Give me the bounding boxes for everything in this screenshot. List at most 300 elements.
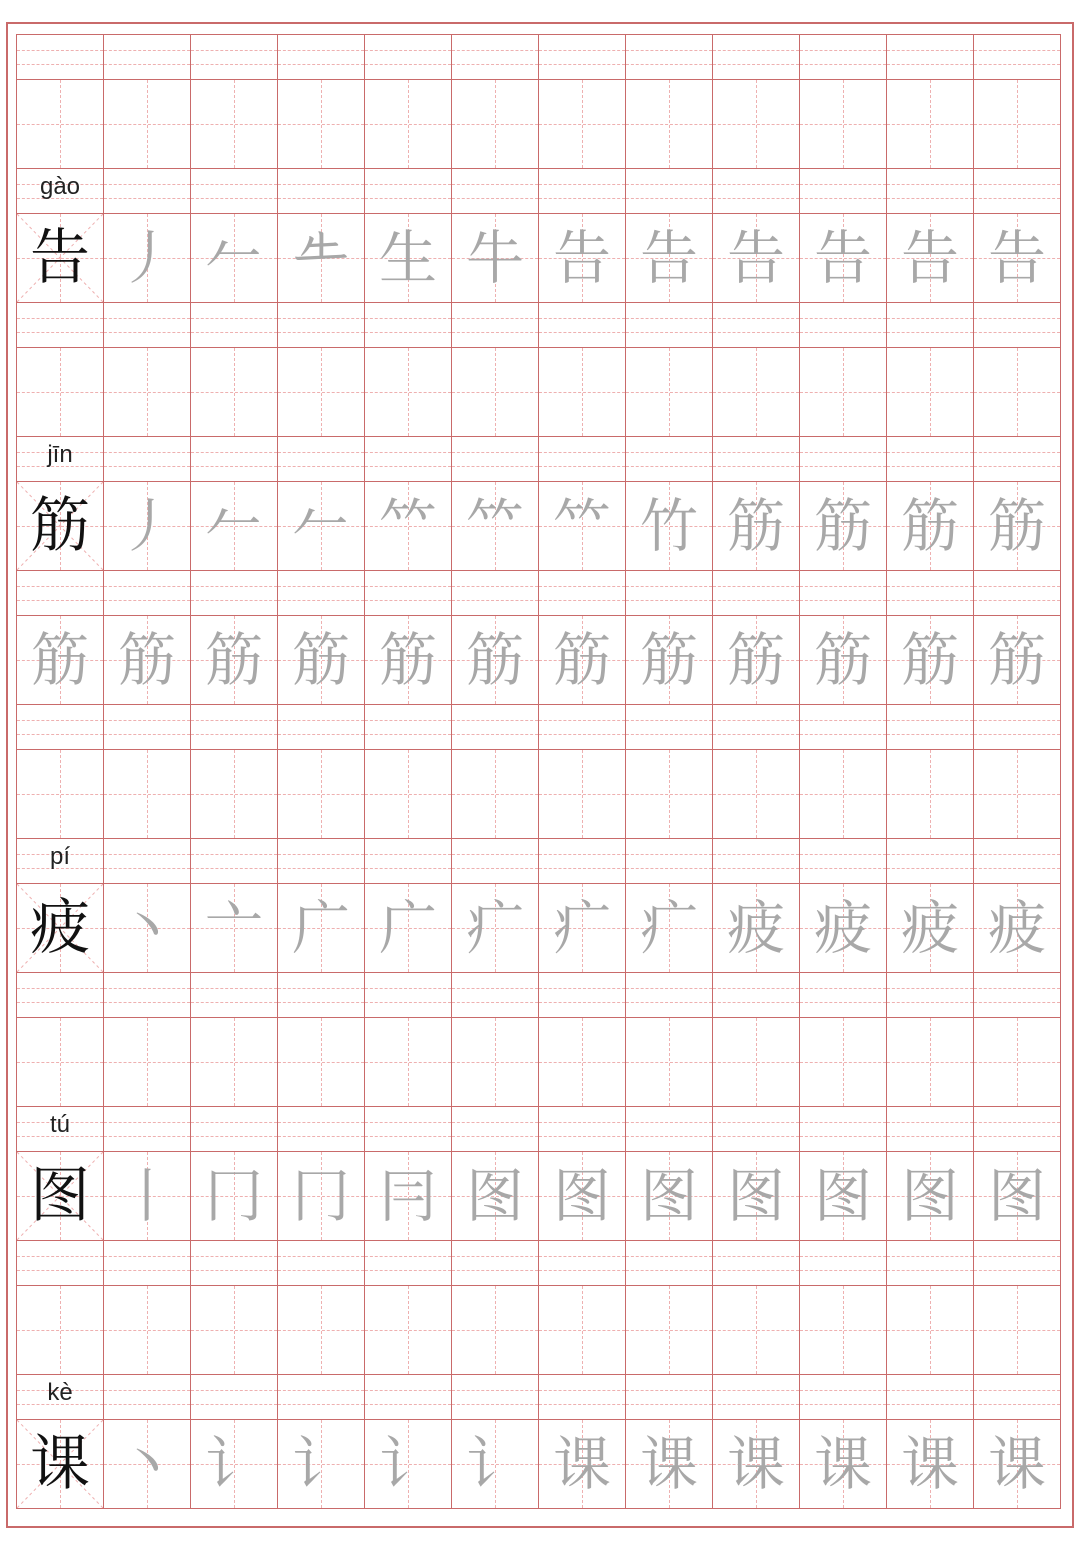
- pinyin-cell: [973, 1240, 1061, 1286]
- tianzige-cell: [799, 883, 887, 973]
- pinyin-guide-line: [365, 452, 451, 453]
- cell-center-hline: [17, 1330, 103, 1331]
- pinyin-guide-line: [713, 1122, 799, 1123]
- pinyin-cell: [277, 1374, 365, 1420]
- pinyin-guide-line: [278, 600, 364, 601]
- pinyin-guide-line: [626, 734, 712, 735]
- pinyin-guide-line: [539, 1122, 625, 1123]
- tracing-character: 筋: [726, 626, 785, 694]
- pinyin-guide-line: [278, 1390, 364, 1391]
- pinyin-cell: [973, 838, 1061, 884]
- pinyin-guide-line: [104, 988, 190, 989]
- character-row: [16, 615, 1060, 704]
- tianzige-cell: [364, 213, 452, 303]
- pinyin-guide-line: [974, 184, 1060, 185]
- pinyin-cell: [712, 1240, 800, 1286]
- pinyin-guide-line: [278, 1256, 364, 1257]
- tianzige-cell: [103, 347, 191, 437]
- pinyin-guide-line: [539, 1136, 625, 1137]
- pinyin-guide-line: [887, 50, 973, 51]
- pinyin-guide-line: [539, 988, 625, 989]
- pinyin-label: tú: [49, 1111, 70, 1138]
- pinyin-guide-line: [191, 1390, 277, 1391]
- pinyin-guide-line: [104, 868, 190, 869]
- pinyin-guide-line: [974, 332, 1060, 333]
- pinyin-band: [16, 972, 1060, 1017]
- pinyin-guide-line: [191, 452, 277, 453]
- cell-center-hline: [539, 124, 625, 125]
- pinyin-guide-line: [191, 50, 277, 51]
- pinyin-guide-line: [452, 1002, 538, 1003]
- pinyin-cell: [625, 972, 713, 1018]
- tianzige-cell: [799, 347, 887, 437]
- pinyin-label: pí: [49, 843, 70, 870]
- pinyin-guide-line: [17, 1002, 103, 1003]
- pinyin-cell: [103, 972, 191, 1018]
- stroke-order-step: 疲: [726, 894, 785, 962]
- pinyin-cell: [886, 1106, 974, 1152]
- tianzige-cell: [277, 1419, 365, 1509]
- pinyin-guide-line: [365, 720, 451, 721]
- pinyin-cell: [886, 34, 974, 80]
- pinyin-guide-line: [278, 854, 364, 855]
- pinyin-guide-line: [626, 198, 712, 199]
- pinyin-guide-line: [278, 734, 364, 735]
- tianzige-cell: [451, 1151, 539, 1241]
- tianzige-cell: [16, 1017, 104, 1107]
- cell-center-hline: [539, 392, 625, 393]
- pinyin-guide-line: [887, 64, 973, 65]
- pinyin-cell: [103, 168, 191, 214]
- pinyin-guide-line: [539, 64, 625, 65]
- pinyin-guide-line: [452, 1404, 538, 1405]
- model-character: 筋: [30, 491, 90, 561]
- pinyin-cell: [886, 1374, 974, 1420]
- tracing-character: 筋: [204, 626, 263, 694]
- cell-center-hline: [800, 392, 886, 393]
- pinyin-guide-line: [887, 452, 973, 453]
- pinyin-guide-line: [974, 600, 1060, 601]
- pinyin-cell: [277, 704, 365, 750]
- tianzige-cell: [190, 1017, 278, 1107]
- pinyin-guide-line: [104, 1002, 190, 1003]
- pinyin-guide-line: [278, 184, 364, 185]
- pinyin-guide-line: [539, 734, 625, 735]
- pinyin-guide-line: [713, 854, 799, 855]
- tianzige-cell: [973, 883, 1061, 973]
- stroke-order-step: 课: [987, 1430, 1046, 1498]
- cell-center-hline: [104, 124, 190, 125]
- tianzige-cell: [16, 615, 104, 705]
- pinyin-guide-line: [278, 720, 364, 721]
- character-row: [16, 1151, 1060, 1240]
- pinyin-guide-line: [104, 332, 190, 333]
- tianzige-cell: [712, 79, 800, 169]
- tianzige-cell: [625, 213, 713, 303]
- pinyin-guide-line: [626, 1002, 712, 1003]
- pinyin-guide-line: [800, 734, 886, 735]
- pinyin-guide-line: [104, 1390, 190, 1391]
- pinyin-cell: [538, 168, 626, 214]
- stroke-order-step: 疲: [813, 894, 872, 962]
- pinyin-guide-line: [278, 868, 364, 869]
- pinyin-guide-line: [800, 1002, 886, 1003]
- pinyin-guide-line: [17, 600, 103, 601]
- tianzige-cell: [886, 481, 974, 571]
- tianzige-cell: [973, 79, 1061, 169]
- stroke-order-step: 课: [813, 1430, 872, 1498]
- pinyin-guide-line: [278, 50, 364, 51]
- cell-center-hline: [539, 1062, 625, 1063]
- cell-center-hline: [626, 392, 712, 393]
- pinyin-cell: [886, 972, 974, 1018]
- tianzige-cell: [799, 79, 887, 169]
- pinyin-cell: [16, 1240, 104, 1286]
- pinyin-guide-line: [278, 332, 364, 333]
- tianzige-cell: [712, 615, 800, 705]
- cell-center-hline: [800, 1330, 886, 1331]
- stroke-order-step: 筋: [900, 492, 959, 560]
- tianzige-cell: [538, 1285, 626, 1375]
- pinyin-guide-line: [191, 1122, 277, 1123]
- pinyin-guide-line: [887, 1002, 973, 1003]
- tianzige-cell: [364, 481, 452, 571]
- pinyin-label: kè: [47, 1379, 73, 1406]
- stroke-order-step: 亠: [204, 894, 263, 962]
- pinyin-cell: [712, 302, 800, 348]
- pinyin-cell: [799, 570, 887, 616]
- tianzige-cell: [103, 883, 191, 973]
- pinyin-guide-line: [365, 64, 451, 65]
- tianzige-cell: [190, 749, 278, 839]
- pinyin-guide-line: [887, 184, 973, 185]
- pinyin-guide-line: [800, 1404, 886, 1405]
- stroke-order-step: 讠: [378, 1430, 437, 1498]
- tracing-character: 筋: [291, 626, 350, 694]
- cell-center-hline: [17, 392, 103, 393]
- pinyin-cell: [886, 570, 974, 616]
- tianzige-cell: [712, 749, 800, 839]
- pinyin-guide-line: [800, 452, 886, 453]
- tianzige-cell: [103, 1285, 191, 1375]
- stroke-order-step: 筋: [726, 492, 785, 560]
- pinyin-guide-line: [191, 1256, 277, 1257]
- pinyin-guide-line: [191, 600, 277, 601]
- pinyin-guide-line: [365, 1002, 451, 1003]
- tianzige-cell: [277, 1151, 365, 1241]
- pinyin-guide-line: [17, 988, 103, 989]
- pinyin-guide-line: [191, 868, 277, 869]
- pinyin-cell: [103, 436, 191, 482]
- pinyin-guide-line: [887, 318, 973, 319]
- pinyin-guide-line: [278, 988, 364, 989]
- pinyin-cell: [16, 838, 104, 884]
- pinyin-cell: [103, 34, 191, 80]
- character-row: [16, 481, 1060, 570]
- tianzige-cell: [712, 1285, 800, 1375]
- pinyin-cell: [973, 570, 1061, 616]
- pinyin-cell: [451, 34, 539, 80]
- tianzige-cell: [16, 213, 104, 303]
- stroke-order-step: 𠂉: [291, 492, 350, 560]
- pinyin-guide-line: [974, 452, 1060, 453]
- pinyin-cell: [625, 168, 713, 214]
- cell-center-hline: [17, 794, 103, 795]
- pinyin-guide-line: [626, 1270, 712, 1271]
- cell-center-hline: [887, 392, 973, 393]
- tianzige-cell: [799, 615, 887, 705]
- tianzige-cell: [973, 481, 1061, 571]
- pinyin-guide-line: [974, 586, 1060, 587]
- pinyin-guide-line: [800, 184, 886, 185]
- pinyin-guide-line: [887, 1270, 973, 1271]
- pinyin-guide-line: [713, 452, 799, 453]
- pinyin-guide-line: [452, 600, 538, 601]
- tianzige-cell: [103, 1419, 191, 1509]
- cell-center-hline: [17, 1062, 103, 1063]
- pinyin-guide-line: [713, 1136, 799, 1137]
- tracing-character: 筋: [552, 626, 611, 694]
- pinyin-guide-line: [800, 1390, 886, 1391]
- pinyin-guide-line: [626, 332, 712, 333]
- pinyin-cell: [103, 1240, 191, 1286]
- pinyin-cell: [277, 570, 365, 616]
- pinyin-cell: [712, 704, 800, 750]
- tianzige-cell: [799, 1285, 887, 1375]
- tianzige-cell: [712, 883, 800, 973]
- pinyin-cell: [451, 302, 539, 348]
- stroke-order-step: 讠: [465, 1430, 524, 1498]
- pinyin-guide-line: [191, 586, 277, 587]
- pinyin-guide-line: [452, 734, 538, 735]
- tianzige-cell: [190, 1285, 278, 1375]
- stroke-order-step: 筋: [813, 492, 872, 560]
- pinyin-guide-line: [365, 1136, 451, 1137]
- stroke-order-step: 丿: [117, 224, 176, 292]
- pinyin-guide-line: [713, 868, 799, 869]
- pinyin-guide-line: [191, 854, 277, 855]
- tianzige-cell: [625, 1419, 713, 1509]
- cell-center-hline: [713, 392, 799, 393]
- tianzige-cell: [538, 213, 626, 303]
- cell-center-hline: [452, 794, 538, 795]
- stroke-order-step: 广: [378, 894, 437, 962]
- pinyin-guide-line: [365, 1122, 451, 1123]
- pinyin-guide-line: [626, 64, 712, 65]
- pinyin-cell: [886, 436, 974, 482]
- pinyin-guide-line: [713, 64, 799, 65]
- tianzige-cell: [799, 481, 887, 571]
- tianzige-cell: [16, 347, 104, 437]
- tianzige-cell: [451, 749, 539, 839]
- pinyin-guide-line: [191, 184, 277, 185]
- pinyin-cell: [451, 570, 539, 616]
- cell-center-hline: [713, 1330, 799, 1331]
- pinyin-cell: [103, 302, 191, 348]
- pinyin-guide-line: [626, 318, 712, 319]
- tianzige-cell: [886, 749, 974, 839]
- model-character: 告: [30, 223, 90, 293]
- pinyin-band: [16, 570, 1060, 615]
- tianzige-cell: [625, 347, 713, 437]
- pinyin-guide-line: [800, 600, 886, 601]
- pinyin-band: [16, 302, 1060, 347]
- pinyin-band: [16, 704, 1060, 749]
- stroke-order-step: 广: [291, 894, 350, 962]
- pinyin-cell: [16, 34, 104, 80]
- pinyin-cell: [190, 838, 278, 884]
- pinyin-guide-line: [539, 720, 625, 721]
- cell-center-hline: [452, 1062, 538, 1063]
- pinyin-guide-line: [887, 1404, 973, 1405]
- tianzige-cell: [277, 213, 365, 303]
- pinyin-cell: [277, 972, 365, 1018]
- pinyin-guide-line: [887, 720, 973, 721]
- pinyin-guide-line: [800, 586, 886, 587]
- pinyin-guide-line: [974, 854, 1060, 855]
- pinyin-guide-line: [626, 1256, 712, 1257]
- pinyin-guide-line: [278, 466, 364, 467]
- tianzige-cell: [538, 481, 626, 571]
- pinyin-cell: [712, 570, 800, 616]
- pinyin-guide-line: [974, 1002, 1060, 1003]
- pinyin-cell: [277, 34, 365, 80]
- tracing-character: 筋: [378, 626, 437, 694]
- pinyin-guide-line: [452, 466, 538, 467]
- tianzige-cell: [364, 1151, 452, 1241]
- pinyin-guide-line: [713, 1390, 799, 1391]
- cell-center-hline: [800, 794, 886, 795]
- pinyin-guide-line: [17, 64, 103, 65]
- pinyin-guide-line: [974, 1404, 1060, 1405]
- tianzige-cell: [277, 615, 365, 705]
- pinyin-cell: [799, 1374, 887, 1420]
- stroke-order-step: 冂: [204, 1162, 263, 1230]
- character-row: [16, 1285, 1060, 1374]
- pinyin-cell: [799, 302, 887, 348]
- tianzige-cell: [190, 1419, 278, 1509]
- cell-center-hline: [191, 392, 277, 393]
- pinyin-guide-line: [278, 64, 364, 65]
- pinyin-guide-line: [626, 988, 712, 989]
- cell-center-hline: [365, 1062, 451, 1063]
- stroke-order-step: 告: [726, 224, 785, 292]
- pinyin-guide-line: [104, 198, 190, 199]
- pinyin-guide-line: [626, 50, 712, 51]
- stroke-order-step: 图: [726, 1162, 785, 1230]
- pinyin-guide-line: [800, 466, 886, 467]
- tianzige-cell: [103, 79, 191, 169]
- pinyin-guide-line: [17, 332, 103, 333]
- pinyin-guide-line: [974, 868, 1060, 869]
- cell-center-hline: [104, 794, 190, 795]
- cell-center-hline: [365, 794, 451, 795]
- stroke-order-step: 疒: [639, 894, 698, 962]
- pinyin-guide-line: [974, 988, 1060, 989]
- tracing-character: 筋: [813, 626, 872, 694]
- pinyin-guide-line: [539, 318, 625, 319]
- pinyin-guide-line: [17, 1256, 103, 1257]
- tianzige-cell: [886, 1151, 974, 1241]
- pinyin-guide-line: [278, 1136, 364, 1137]
- pinyin-cell: [538, 972, 626, 1018]
- pinyin-cell: [364, 838, 452, 884]
- pinyin-guide-line: [452, 1122, 538, 1123]
- pinyin-cell: [712, 34, 800, 80]
- pinyin-guide-line: [626, 1404, 712, 1405]
- pinyin-cell: [973, 302, 1061, 348]
- pinyin-cell: [190, 1374, 278, 1420]
- pinyin-guide-line: [278, 452, 364, 453]
- pinyin-guide-line: [191, 198, 277, 199]
- pinyin-guide-line: [365, 198, 451, 199]
- tianzige-cell: [973, 1017, 1061, 1107]
- tracing-character: 筋: [30, 626, 89, 694]
- cell-center-hline: [365, 124, 451, 125]
- pinyin-guide-line: [887, 854, 973, 855]
- pinyin-cell: [886, 302, 974, 348]
- tianzige-cell: [799, 1151, 887, 1241]
- pinyin-guide-line: [626, 452, 712, 453]
- stroke-order-step: 告: [987, 224, 1046, 292]
- pinyin-guide-line: [191, 318, 277, 319]
- tianzige-cell: [799, 1419, 887, 1509]
- cell-center-hline: [278, 1330, 364, 1331]
- stroke-order-step: 生: [378, 224, 437, 292]
- pinyin-guide-line: [800, 1256, 886, 1257]
- stroke-order-step: 图: [465, 1162, 524, 1230]
- pinyin-cell: [799, 704, 887, 750]
- cell-center-hline: [626, 794, 712, 795]
- pinyin-guide-line: [452, 1390, 538, 1391]
- cell-center-hline: [887, 124, 973, 125]
- tianzige-cell: [451, 1419, 539, 1509]
- tianzige-cell: [451, 1017, 539, 1107]
- pinyin-guide-line: [974, 1270, 1060, 1271]
- pinyin-guide-line: [104, 452, 190, 453]
- pinyin-guide-line: [887, 1122, 973, 1123]
- pinyin-cell: [190, 1240, 278, 1286]
- pinyin-guide-line: [800, 332, 886, 333]
- tianzige-cell: [277, 883, 365, 973]
- pinyin-cell: [973, 972, 1061, 1018]
- pinyin-guide-line: [713, 466, 799, 467]
- pinyin-band: [16, 168, 1060, 213]
- pinyin-guide-line: [626, 184, 712, 185]
- tianzige-cell: [451, 481, 539, 571]
- cell-center-hline: [626, 1062, 712, 1063]
- cell-center-hline: [278, 1062, 364, 1063]
- pinyin-cell: [625, 1240, 713, 1286]
- pinyin-cell: [625, 34, 713, 80]
- pinyin-guide-line: [887, 600, 973, 601]
- tianzige-cell: [277, 1285, 365, 1375]
- pinyin-guide-line: [539, 332, 625, 333]
- stroke-order-step: 讠: [204, 1430, 263, 1498]
- cell-center-hline: [713, 794, 799, 795]
- tianzige-cell: [190, 615, 278, 705]
- tianzige-cell: [364, 79, 452, 169]
- pinyin-cell: [16, 1106, 104, 1152]
- cell-center-hline: [974, 124, 1060, 125]
- pinyin-cell: [538, 436, 626, 482]
- cell-center-hline: [626, 124, 712, 125]
- pinyin-cell: [799, 1240, 887, 1286]
- cell-center-hline: [191, 124, 277, 125]
- cell-center-hline: [626, 1330, 712, 1331]
- tianzige-cell: [625, 1017, 713, 1107]
- cell-center-hline: [713, 1062, 799, 1063]
